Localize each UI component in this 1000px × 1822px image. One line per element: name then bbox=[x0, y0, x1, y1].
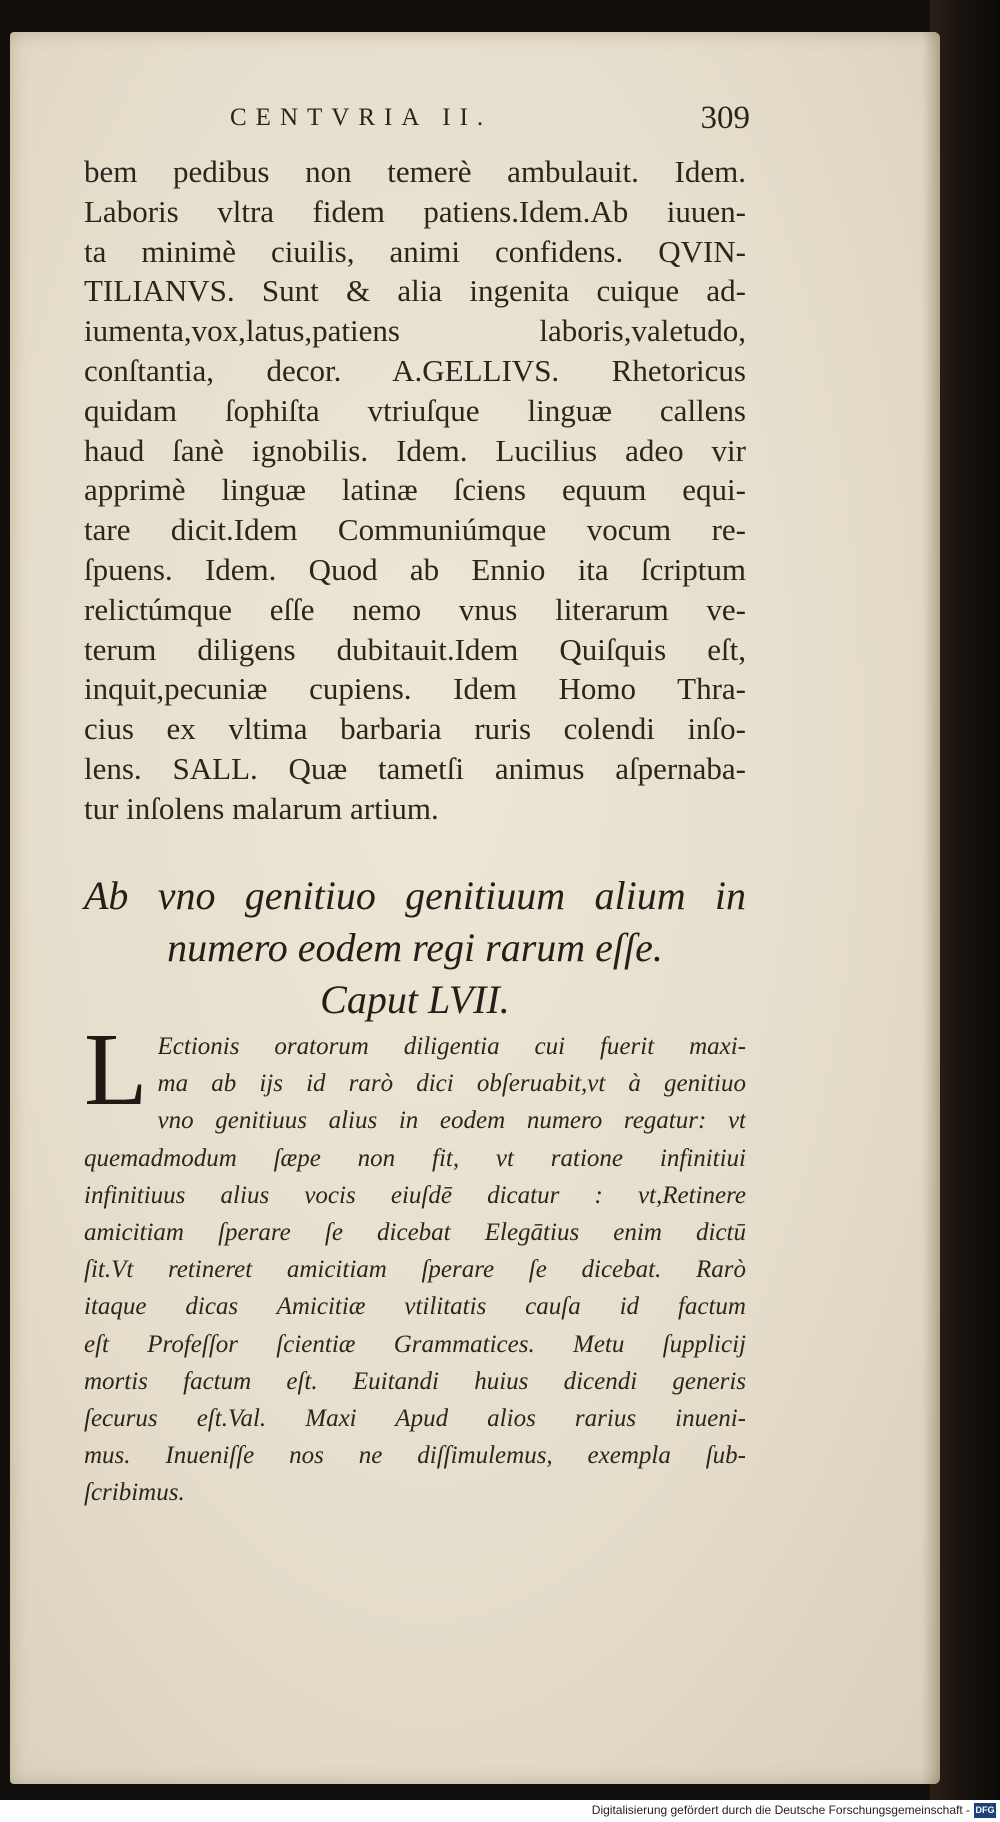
chapter-line: mortis factum eſt. Euitandi huius dicendi generis bbox=[84, 1367, 746, 1395]
chapter-line: Ectionis oratorum diligentia cui fuerit maxi- bbox=[157, 1033, 746, 1060]
heading-line-1: Ab vno genitiuo genitiuum alium in bbox=[84, 873, 746, 918]
body-line: ta minimè ciuilis, animi confidens. QVIN- bbox=[84, 233, 746, 269]
chapter-line: ma ab ijs id rarò dici obſeruabit,vt à genitiuo bbox=[157, 1070, 746, 1098]
body-line: tur inſolens malarum artium. bbox=[84, 790, 439, 826]
chapter-line: quemadmodum ſæpe non fit, vt ratione infinitiui bbox=[84, 1144, 746, 1172]
chapter-line: ſcribimus. bbox=[84, 1479, 185, 1507]
body-line: tare dicit.Idem Communiúmque vocum re- bbox=[84, 512, 746, 548]
body-line: Laboris vltra fidem patiens.Idem.Ab iuuen- bbox=[84, 193, 746, 229]
chapter-line: ſecurus eſt.Val. Maxi Apud alios rarius inueni- bbox=[84, 1405, 746, 1433]
chapter-text-block bbox=[84, 1012, 746, 1512]
digitization-footer bbox=[0, 1800, 1000, 1822]
body-line: bem pedibus non temerè ambulauit. Idem. bbox=[84, 154, 746, 189]
heading-line-2: numero eodem regi rarum eſſe. bbox=[167, 925, 663, 970]
dark-background-right bbox=[930, 0, 1000, 1800]
body-text-block bbox=[84, 152, 746, 829]
body-line: terum diligens dubitauit.Idem Quiſquis eſt, bbox=[84, 631, 746, 667]
body-line: relictúmque eſſe nemo vnus literarum ve- bbox=[84, 591, 746, 627]
body-line: cius ex vltima barbaria ruris colendi inſo- bbox=[84, 711, 746, 747]
dfg-logo: DFG bbox=[974, 1803, 996, 1818]
drop-cap-initial: L bbox=[84, 1012, 148, 1127]
chapter-line: vno genitiuus alius in eodem numero regatur: vt bbox=[157, 1107, 746, 1135]
body-line: haud ſanè ignobilis. Idem. Lucilius adeo vir bbox=[84, 432, 746, 468]
page-edge-shadow bbox=[922, 32, 940, 1784]
running-head bbox=[80, 100, 750, 140]
chapter-line: itaque dicas Amicitiæ vtilitatis cauſa id factum bbox=[84, 1293, 746, 1321]
body-line: apprimè linguæ latinæ ſciens equum equi- bbox=[84, 472, 746, 508]
body-line: lens. SALL. Quæ tametſi animus aſpernaba- bbox=[84, 750, 746, 786]
chapter-number: Caput LVII. bbox=[320, 977, 510, 1022]
chapter-line: infinitiuus alius vocis eiuſdē dicatur : vt,Retinere bbox=[84, 1181, 746, 1209]
body-line: iumenta,vox,latus,patiens laboris,valetudo, bbox=[84, 313, 746, 349]
chapter-heading bbox=[84, 870, 746, 1026]
running-title: CENTVRIA II. bbox=[230, 104, 493, 131]
chapter-line: eſt Profeſſor ſcientiæ Grammatices. Metu ſupplicij bbox=[84, 1330, 746, 1358]
chapter-line: ſit.Vt retineret amicitiam ſperare ſe dicebat. Rarò bbox=[84, 1256, 746, 1284]
funding-credit: Digitalisierung gefördert durch die Deutsche Forschungsgemeinschaft - bbox=[591, 1803, 970, 1817]
chapter-line: mus. Inueniſſe nos ne diſſimulemus, exempla ſub- bbox=[84, 1442, 746, 1470]
chapter-line: amicitiam ſperare ſe dicebat Elegātius enim dictū bbox=[84, 1219, 746, 1247]
body-line: ſpuens. Idem. Quod ab Ennio ita ſcriptum bbox=[84, 551, 746, 587]
body-line: conſtantia, decor. A.GELLIVS. Rhetoricus bbox=[84, 352, 746, 388]
body-line: TILIANVS. Sunt & alia ingenita cuique ad- bbox=[84, 273, 746, 309]
page-number: 309 bbox=[700, 100, 750, 136]
body-line: quidam ſophiſta vtriuſque linguæ callens bbox=[84, 392, 746, 428]
body-line: inquit,pecuniæ cupiens. Idem Homo Thra- bbox=[84, 671, 746, 707]
